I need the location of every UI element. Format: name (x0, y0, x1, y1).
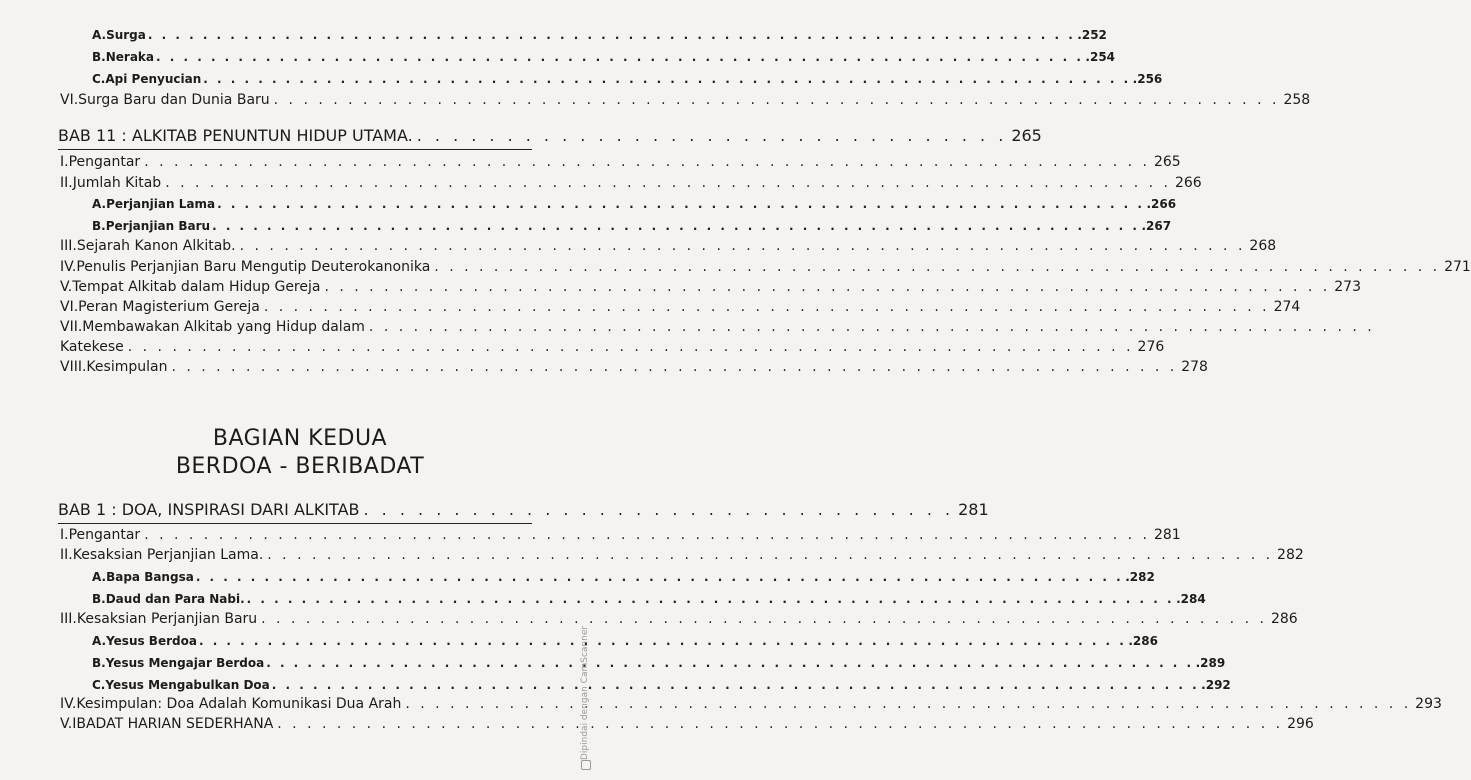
entry-page: .267 (1141, 219, 1172, 233)
entry-number: A. (92, 28, 107, 42)
entry-title: Katekese (60, 339, 124, 355)
entry-title: Daud dan Para Nabi. (105, 592, 245, 606)
toc-entry[interactable] (60, 299, 1301, 315)
entry-title: Kesimpulan: Doa Adalah Komunikasi Dua Arah (76, 696, 402, 712)
chapter-page: 281 (958, 500, 989, 519)
entry-number: III. (60, 611, 77, 627)
part-two-subtitle: BERDOA - BERIBADAT (175, 454, 425, 479)
entry-title: Pengantar (68, 527, 141, 543)
leader-dots: . . . . . . . . . . . . . . . . . . . . . . . . . . . . . . . . . . . . . . . . . . . . . . . . . . . . . . . . . . . . . . . . . . . . (127, 339, 1134, 355)
entry-page: 296 (1287, 716, 1314, 732)
entry-page: 271 (1444, 259, 1471, 275)
toc-entry-sub[interactable] (92, 656, 1226, 670)
entry-page: .292 (1201, 678, 1231, 692)
entry-page: .284 (1176, 592, 1206, 606)
toc-entry-sub[interactable] (92, 592, 1206, 606)
entry-number: C. (92, 678, 106, 692)
entry-title: Bapa Bangsa (106, 570, 194, 584)
entry-number: B. (92, 656, 106, 670)
toc-entry-sub[interactable] (92, 219, 1172, 233)
toc-entry-sub[interactable] (92, 197, 1177, 211)
entry-number: IV. (60, 259, 77, 275)
toc-entry-sub[interactable] (92, 634, 1158, 648)
entry-number: A. (92, 634, 107, 648)
leader-dots: . . . . . . . . . . . . . . . . . . . . . . . . . . . . . . . . . . . . . . . . . . . . . . . . . . . . . . . . . . . . . . . . . . . . (271, 678, 1200, 692)
entry-page: 268 (1249, 238, 1277, 254)
entry-page: 281 (1153, 527, 1181, 543)
entry-title: Yesus Mengajar Berdoa (105, 656, 265, 670)
toc-entry[interactable] (60, 259, 1471, 275)
toc-entry-sub[interactable] (92, 570, 1155, 584)
toc-entry[interactable] (60, 696, 1442, 712)
leader-dots: . . . . . . . . . . . . . . . . . . . . . . . . . . . . . . . . . . . . . . . . . . . . . . . . . . . . . . . . . . . . . . . . . . . . (261, 611, 1267, 627)
entry-page: .266 (1146, 197, 1177, 211)
entry-number: C. (92, 72, 106, 86)
entry-title: Neraka (105, 50, 154, 64)
entry-number: VI. (60, 299, 79, 315)
chapter-1-heading[interactable] (58, 500, 989, 519)
entry-number: VIII. (60, 359, 87, 375)
entry-number: V. (60, 279, 73, 295)
leader-dots: . . . . . . . . . . . . . . . . . . . . . . . . . . . . . . . . . . . . . . . . . . . . . . . . . . . . . . . . . . . . . . . . . . . . (217, 197, 1145, 211)
leader-dots: . . . . . . . . . . . . . . . . . . . . . . . . . . . . . . . . . (416, 126, 1008, 145)
leader-dots: . . . . . . . . . . . . . . . . . . . . . . . . . . . . . . . . . . . . . . . . . . . . . . . . . . . . . . . . . . . . . . . . . . . . (434, 259, 1441, 275)
chapter-title: BAB 1 : DOA, INSPIRASI DARI ALKITAB (58, 500, 360, 519)
entry-number: A. (92, 197, 107, 211)
leader-dots: . . . . . . . . . . . . . . . . . . . . . . . . . . . . . . . . . . . . . . . . . . . . . . . . . . . . . . . . . . . . . . . . . . . . (198, 634, 1127, 648)
entry-page: .286 (1128, 634, 1158, 648)
entry-page: 266 (1174, 175, 1202, 191)
entry-title: Tempat Alkitab dalam Hidup Gereja (72, 279, 321, 295)
leader-dots: . . . . . . . . . . . . . . . . . . . . . . . . . . . . . . . . . (363, 500, 955, 519)
entry-number: I. (60, 154, 69, 170)
entry-page: .289 (1195, 656, 1226, 670)
leader-dots: . . . . . . . . . . . . . . . . . . . . . . . . . . . . . . . . . . . . . . . . . . . . . . . . . . . . . . . . . . . . . . . . . . . . (368, 319, 1375, 335)
chapter-divider (58, 149, 532, 150)
entry-number: II. (60, 547, 73, 563)
leader-dots: . . . . . . . . . . . . . . . . . . . . . . . . . . . . . . . . . . . . . . . . . . . . . . . . . . . . . . . . . . . . . . . . . . . . (212, 219, 1140, 233)
entry-page: 258 (1283, 92, 1311, 108)
chapter-divider (58, 523, 532, 524)
entry-page: 293 (1415, 696, 1442, 712)
entry-title: Kesimpulan (86, 359, 168, 375)
part-two-title: BAGIAN KEDUA (212, 426, 388, 451)
entry-page: .252 (1077, 28, 1107, 42)
entry-title: Perjanjian Lama (106, 197, 216, 211)
entry-title: Yesus Mengabulkan Doa (105, 678, 270, 692)
toc-entry-continued[interactable] (60, 339, 1165, 355)
entry-title: Membawakan Alkitab yang Hidup dalam (82, 319, 365, 335)
toc-entry[interactable] (60, 279, 1361, 295)
leader-dots: . . . . . . . . . . . . . . . . . . . . . . . . . . . . . . . . . . . . . . . . . . . . . . . . . . . . . . . . . . . . . . . . . . . . (144, 154, 1150, 170)
chapter-title: BAB 11 : ALKITAB PENUNTUN HIDUP UTAMA. (58, 126, 413, 145)
entry-title: Kesaksian Perjanjian Lama. (72, 547, 264, 563)
entry-number: III. (60, 238, 77, 254)
leader-dots: . . . . . . . . . . . . . . . . . . . . . . . . . . . . . . . . . . . . . . . . . . . . . . . . . . . . . . . . . . . . . . . . . . . . (277, 716, 1284, 732)
entry-number: IV. (60, 696, 77, 712)
leader-dots: . . . . . . . . . . . . . . . . . . . . . . . . . . . . . . . . . . . . . . . . . . . . . . . . . . . . . . . . . . . . . . . . . . . . (266, 656, 1194, 670)
entry-number: I. (60, 527, 69, 543)
entry-title: Jumlah Kitab (72, 175, 162, 191)
entry-page: .256 (1132, 72, 1163, 86)
entry-title: Api Penyucian (105, 72, 202, 86)
leader-dots: . . . . . . . . . . . . . . . . . . . . . . . . . . . . . . . . . . . . . . . . . . . . . . . . . . . . . . . . . . . . . . . . . . . . (263, 299, 1270, 315)
entry-number: A. (92, 570, 107, 584)
camscanner-icon (581, 760, 591, 770)
toc-entry[interactable] (60, 238, 1277, 254)
toc-entry-sub[interactable] (92, 678, 1231, 692)
toc-entry-neraka[interactable] (92, 50, 1116, 64)
chapter-11-heading[interactable] (58, 126, 1042, 145)
entry-title: Sejarah Kanon Alkitab. (76, 238, 236, 254)
toc-entry[interactable] (60, 319, 1375, 335)
toc-entry[interactable] (60, 175, 1202, 191)
leader-dots: . . . . . . . . . . . . . . . . . . . . . . . . . . . . . . . . . . . . . . . . . . . . . . . . . . . . . . . . . . . . . . . . . . . . (144, 527, 1150, 543)
leader-dots: . . . . . . . . . . . . . . . . . . . . . . . . . . . . . . . . . . . . . . . . . . . . . . . . . . . . . . . . . . . . . . . . . . . . (239, 238, 1246, 254)
leader-dots: . . . . . . . . . . . . . . . . . . . . . . . . . . . . . . . . . . . . . . . . . . . . . . . . . . . . . . . . . . . . . . . . . . . . (267, 547, 1274, 563)
entry-title: Surga (106, 28, 146, 42)
entry-page: 276 (1137, 339, 1165, 355)
entry-page: 286 (1270, 611, 1298, 627)
entry-page: .282 (1125, 570, 1155, 584)
entry-title: Yesus Berdoa (106, 634, 197, 648)
toc-entry[interactable] (60, 716, 1314, 732)
toc-entry-api-penyucian[interactable] (92, 72, 1163, 86)
entry-title: Perjanjian Baru (105, 219, 211, 233)
entry-title: Surga Baru dan Dunia Baru (78, 92, 270, 108)
toc-entry[interactable] (60, 154, 1181, 170)
toc-entry-surga[interactable] (92, 28, 1107, 42)
chapter-page: 265 (1011, 126, 1042, 145)
leader-dots: . . . . . . . . . . . . . . . . . . . . . . . . . . . . . . . . . . . . . . . . . . . . . . . . . . . . . . . . . . . . . . . . . . . . (203, 72, 1131, 86)
leader-dots: . . . . . . . . . . . . . . . . . . . . . . . . . . . . . . . . . . . . . . . . . . . . . . . . . . . . . . . . . . . . . . . . . . . . (246, 592, 1175, 606)
leader-dots: . . . . . . . . . . . . . . . . . . . . . . . . . . . . . . . . . . . . . . . . . . . . . . . . . . . . . . . . . . . . . . . . . . . . (165, 175, 1171, 191)
entry-page: 278 (1181, 359, 1208, 375)
toc-entry[interactable] (60, 547, 1304, 563)
entry-title: Peran Magisterium Gereja (78, 299, 260, 315)
entry-page: 265 (1153, 154, 1181, 170)
entry-page: .254 (1085, 50, 1116, 64)
entry-page: 282 (1277, 547, 1304, 563)
entry-number: B. (92, 50, 106, 64)
leader-dots: . . . . . . . . . . . . . . . . . . . . . . . . . . . . . . . . . . . . . . . . . . . . . . . . . . . . . . . . . . . . . . . . . . . . (147, 28, 1076, 42)
entry-page: 274 (1273, 299, 1301, 315)
entry-number: B. (92, 219, 106, 233)
toc-entry[interactable] (60, 611, 1298, 627)
leader-dots: . . . . . . . . . . . . . . . . . . . . . . . . . . . . . . . . . . . . . . . . . . . . . . . . . . . . . . . . . . . . . . . . . . . . (405, 696, 1412, 712)
toc-entry[interactable] (60, 527, 1181, 543)
entry-number: VII. (60, 319, 83, 335)
leader-dots: . . . . . . . . . . . . . . . . . . . . . . . . . . . . . . . . . . . . . . . . . . . . . . . . . . . . . . . . . . . . . . . . . . . . (156, 50, 1084, 64)
entry-number: VI. (60, 92, 79, 108)
entry-number: B. (92, 592, 106, 606)
toc-entry[interactable] (60, 359, 1208, 375)
entry-page: 273 (1334, 279, 1361, 295)
entry-number: II. (60, 175, 73, 191)
toc-entry-surga-baru[interactable] (60, 92, 1311, 108)
entry-title: IBADAT HARIAN SEDERHANA (72, 716, 274, 732)
entry-title: Kesaksian Perjanjian Baru (76, 611, 258, 627)
leader-dots: . . . . . . . . . . . . . . . . . . . . . . . . . . . . . . . . . . . . . . . . . . . . . . . . . . . . . . . . . . . . . . . . . . . . (324, 279, 1331, 295)
scanner-watermark: Dipindai dengan CamScanner (580, 625, 590, 760)
leader-dots: . . . . . . . . . . . . . . . . . . . . . . . . . . . . . . . . . . . . . . . . . . . . . . . . . . . . . . . . . . . . . . . . . . . . (171, 359, 1178, 375)
entry-title: Pengantar (68, 154, 141, 170)
entry-number: V. (60, 716, 73, 732)
leader-dots: . . . . . . . . . . . . . . . . . . . . . . . . . . . . . . . . . . . . . . . . . . . . . . . . . . . . . . . . . . . . . . . . . . . . (273, 92, 1280, 108)
entry-title: Penulis Perjanjian Baru Mengutip Deuterokanonika (76, 259, 431, 275)
leader-dots: . . . . . . . . . . . . . . . . . . . . . . . . . . . . . . . . . . . . . . . . . . . . . . . . . . . . . . . . . . . . . . . . . . . . (195, 570, 1124, 584)
